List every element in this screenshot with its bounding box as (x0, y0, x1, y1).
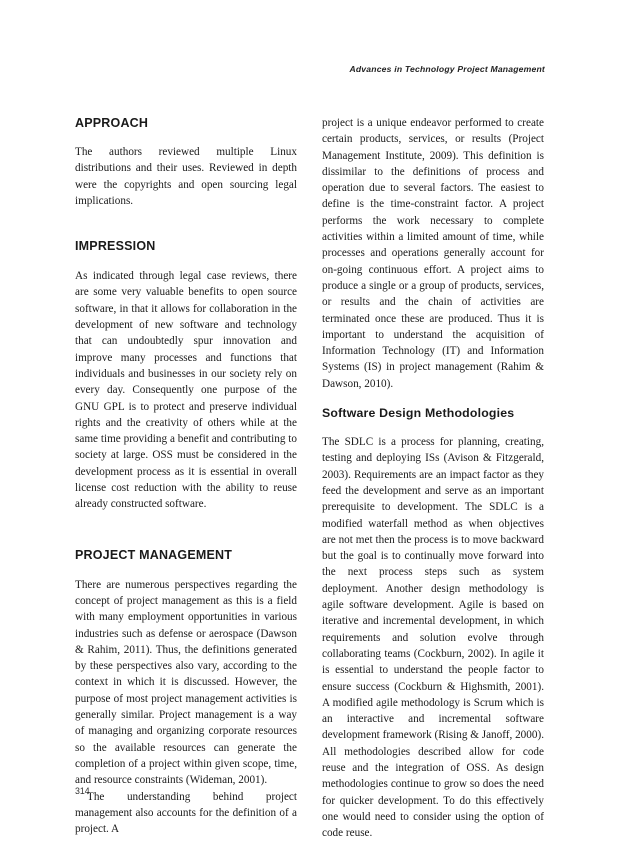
left-column (75, 116, 297, 837)
project-definition-paragraph: project is a unique endeavor performed to create certain products, services, or results (Project Management Institute, 2009). This definition is dissimilar to the definitions of process and operation due to several factors. The easiest to define is the time-constraint factor. A project performs the work necessary to complete activities within a limited amount of time, while processes and operations generally account for on-going continuous effort. A project aims to produce a single or a group of products, services, or results and the chain of activities are terminated once these are produced. Thus it is important to understand the acquisition of Information Technology (IT) and Information Systems (IS) in project management (Rahim & Dawson, 2010). (322, 117, 544, 390)
impression-paragraph: As indicated through legal case reviews, there are some very valuable benefits to open source software, in that it allows for collaboration in the development of new software and technology that can undoubtedly spur innovation and improve many processes and functions that individuals and businesses in our society rely on every day. Consequently one purpose of the GNU GPL is to protect and preserve individual rights and the creativity of others while at the same time providing a benefit and contributing to society at large. OSS must be considered in the development process as it is essential in overall license cost reduction with the ability to reuse already constructed software. (75, 270, 297, 511)
project-management-paragraph: There are numerous perspectives regarding the concept of project management as this is a field with many employment opportunities in various industries such as defense or aerospace (Dawson & Rahim, 2011). Thus, the definitions generated by these perspectives also vary, according to the context in which it is discussed. However, the purpose of most project management activities is generally similar. Project management is a way of managing and organizing corporate resources so the available resources can generate the completion of a project within given scope, time, and resource constraints (Wideman, 2001). (75, 578, 297, 787)
section-heading-software-design: Software Design Methodologies (322, 406, 515, 421)
section-heading-impression: IMPRESSION (75, 239, 156, 254)
approach-paragraph: The authors reviewed multiple Linux distributions and their uses. Reviewed in depth were the copyrights and open sourcing legal implications. (75, 146, 297, 207)
running-head-title: Advances in Technology Project Management (349, 64, 545, 74)
right-column (322, 115, 544, 841)
software-design-paragraph: The SDLC is a process for planning, creating, testing and deploying ISs (Avison & Fitzgerald, 2003). Requirements are an impact factor as they feed the development and serve as an important prerequisite to development. The SDLC is a modified waterfall method as when objectives are not met then the process is to move backward but the goal is to continually move forward into the next process steps such as system deployment. Another design methodology is agile software development. Agile is based on iterative and incremental development, in which requirements and solution evolve through collaborating teams (Cockburn, 2002). In agile it is essential to understand the people factor to ensure success (Cockburn & Highsmith, 2001). A modified agile methodology is Scrum which is an interactive and incremental software development framework (Rising & Janoff, 2000). All methodologies described allow for code reuse and the integration of OSS. As design methodologies continue to grow so does the need for quicker development. To do this effectively one would need to consider using the option of code reuse. (322, 436, 544, 840)
page-number: 314 (75, 786, 90, 796)
section-heading-approach: APPROACH (75, 116, 149, 130)
project-management-paragraph-2: The understanding behind project management also accounts for the definition of a project. A (75, 790, 297, 836)
section-heading-project-management: PROJECT MANAGEMENT (75, 547, 233, 562)
